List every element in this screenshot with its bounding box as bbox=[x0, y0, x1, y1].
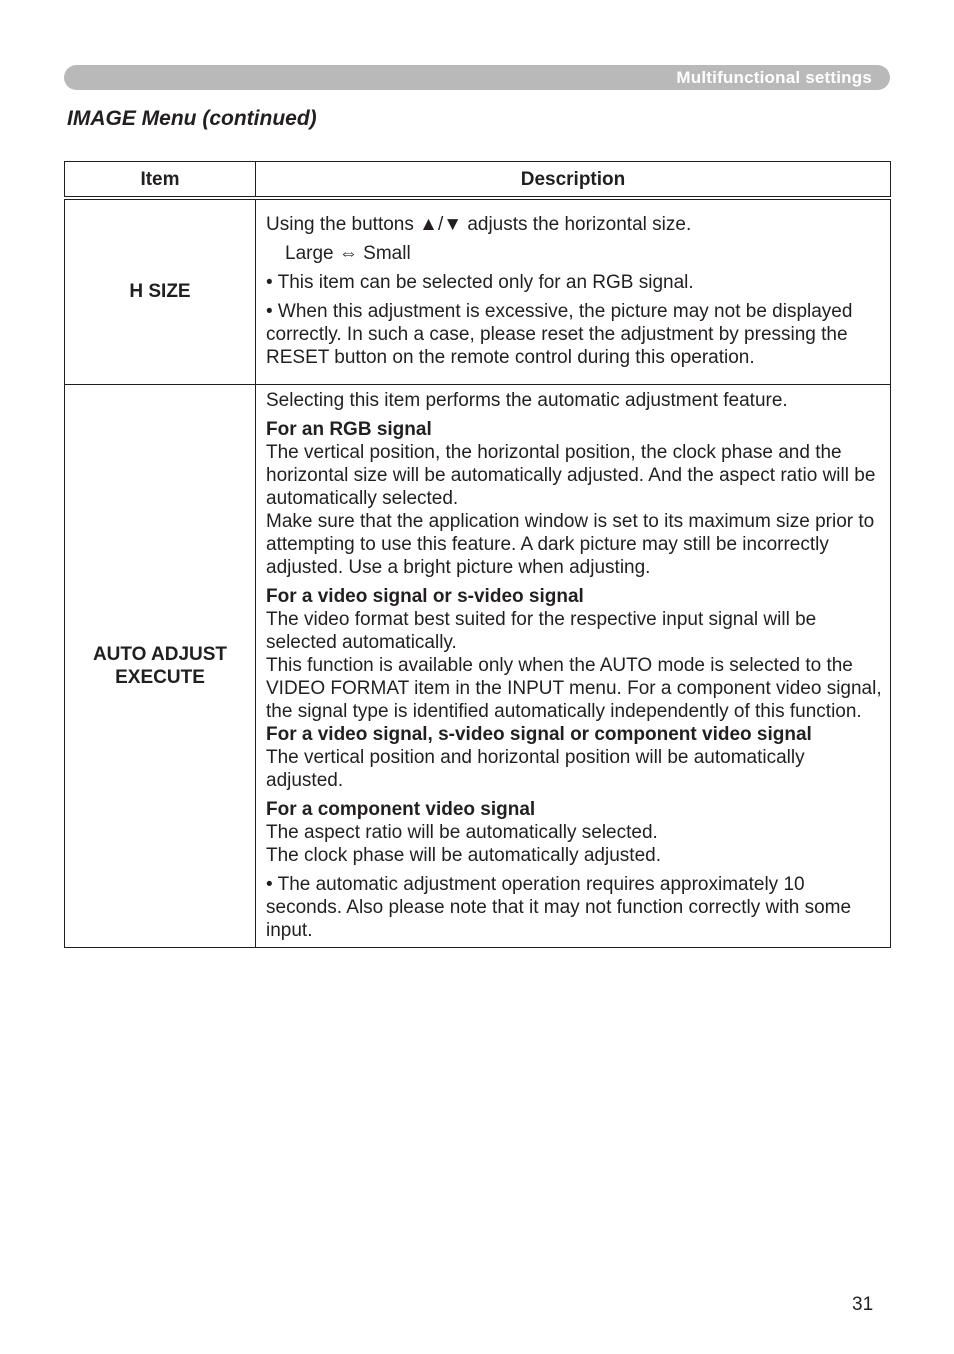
section-label: Multifunctional settings bbox=[676, 68, 872, 87]
section-heading: For a video signal, s-video signal or component video signal bbox=[266, 723, 812, 745]
section-text: The aspect ratio will be automatically selected. bbox=[266, 821, 658, 843]
item-label-line: EXECUTE bbox=[115, 666, 205, 688]
image-menu-table bbox=[64, 161, 891, 948]
section-header-bar bbox=[64, 65, 890, 90]
description-auto-adjust bbox=[256, 384, 891, 947]
description-paragraph: Selecting this item performs the automatic adjustment feature. bbox=[266, 389, 788, 411]
section-text: The video format best suited for the respective input signal will be selected automatically. bbox=[266, 608, 817, 653]
description-h-size bbox=[256, 198, 891, 384]
description-paragraph: • When this adjustment is excessive, the picture may not be displayed correctly. In such a case, please reset the adjustment by pressing the RESET button on the remote control during this operation. bbox=[266, 301, 853, 369]
section-heading: For a component video signal bbox=[266, 798, 536, 820]
section-text: The vertical position, the horizontal position, the clock phase and the horizontal size will be automatically adjusted. And the aspect ratio will be automatically selected. bbox=[266, 441, 876, 509]
table-row bbox=[65, 198, 891, 384]
video-signal-section bbox=[266, 585, 882, 792]
component-signal-section bbox=[266, 798, 882, 867]
column-header-item: Item bbox=[65, 162, 256, 199]
section-heading: For a video signal or s-video signal bbox=[266, 585, 584, 607]
section-text: The vertical position and horizontal position will be automatically adjusted. bbox=[266, 746, 805, 791]
section-heading: For an RGB signal bbox=[266, 418, 432, 440]
section-text: This function is available only when the AUTO mode is selected to the VIDEO FORMAT item in the INPUT menu. For a component video signal, the signal type is identified automatically independently of this function. bbox=[266, 654, 882, 722]
description-paragraph: Using the buttons ▲/▼ adjusts the horizontal size. bbox=[266, 214, 692, 236]
column-header-description: Description bbox=[256, 162, 891, 199]
section-text: Make sure that the application window is set to its maximum size prior to attempting to use this feature. A dark picture may still be incorrectly adjusted. Use a bright picture when adjusting. bbox=[266, 510, 875, 578]
item-auto-adjust-execute bbox=[65, 384, 256, 947]
description-note: • The automatic adjustment operation requires approximately 10 seconds. Also please note that it may not function correctly with some input. bbox=[266, 873, 852, 941]
item-h-size: H SIZE bbox=[65, 198, 256, 384]
page-title: IMAGE Menu (continued) bbox=[67, 107, 317, 130]
rgb-signal-section bbox=[266, 418, 882, 579]
description-paragraph: Large ⇔ Small bbox=[285, 243, 411, 265]
section-text: The clock phase will be automatically adjusted. bbox=[266, 844, 661, 866]
item-label-line: AUTO ADJUST bbox=[92, 643, 228, 665]
page-number: 31 bbox=[852, 1294, 874, 1315]
table-header-row bbox=[65, 162, 891, 199]
table-row bbox=[65, 384, 891, 947]
description-paragraph: • This item can be selected only for an RGB signal. bbox=[266, 272, 694, 294]
